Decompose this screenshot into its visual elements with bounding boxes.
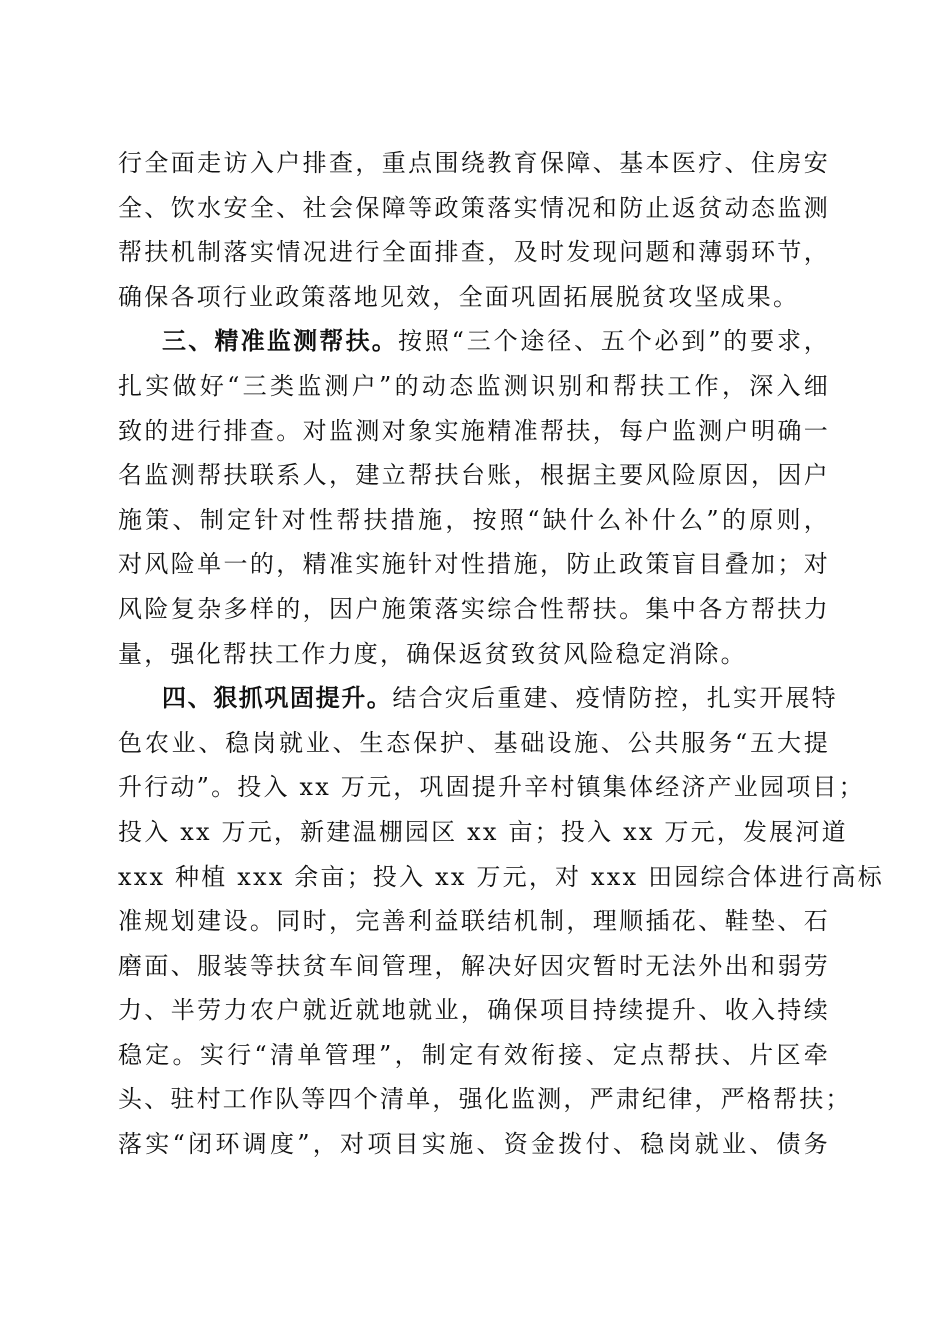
para3-line-3: 升行动”。投入 xx 万元，巩固提升辛村镇集体经济产业园项目； — [118, 773, 865, 802]
para1-line-4: 确保各项行业政策落地见效，全面巩固拓展脱贫攻坚成果。 — [118, 282, 800, 311]
para2-first-line-text: 按照“三个途径、五个必到”的要求， — [398, 327, 830, 356]
para1-line-3: 帮扶机制落实情况进行全面排查，及时发现问题和薄弱环节， — [118, 238, 830, 267]
para3-line-4: 投入 xx 万元，新建温棚园区 xx 亩；投入 xx 万元，发展河道 — [118, 817, 848, 846]
para3-line-11: 落实“闭环调度”，对项目实施、资金拨付、稳岗就业、债务 — [118, 1130, 830, 1159]
para2-line-7: 风险复杂多样的，因户施策落实综合性帮扶。集中各方帮扶力 — [118, 594, 830, 623]
para1-line-1: 行全面走访入户排查，重点围绕教育保障、基本医疗、住房安 — [118, 149, 830, 177]
para1-line-2: 全、饮水安全、社会保障等政策落实情况和防止返贫动态监测 — [118, 193, 830, 222]
para3-line-9: 稳定。实行“清单管理”，制定有效衔接、定点帮扶、片区牵 — [118, 1040, 830, 1069]
para3-line-6: 准规划建设。同时，完善利益联结机制，理顺插花、鞋垫、石 — [118, 907, 830, 936]
para3-line-2: 色农业、稳岗就业、生态保护、基础设施、公共服务“五大提 — [118, 728, 830, 757]
document-body — [118, 141, 884, 1167]
para3-first-line — [118, 676, 838, 721]
para2-first-line — [118, 319, 830, 364]
para2-line-3: 致的进行排查。对监测对象实施精准帮扶，每户监测户明确一 — [118, 416, 830, 445]
para2-heading: 三、精准监测帮扶。 — [162, 327, 399, 356]
para3-heading: 四、狠抓巩固提升。 — [162, 684, 393, 713]
para2-line-2: 扎实做好“三类监测户”的动态监测识别和帮扶工作，深入细 — [118, 371, 830, 400]
para3-line-5: xxx 种植 xxx 余亩；投入 xx 万元，对 xxx 田园综合体进行高标 — [118, 862, 884, 891]
para3-line-8: 力、半劳力农户就近就地就业，确保项目持续提升、收入持续 — [118, 996, 830, 1025]
para2-line-8: 量，强化帮扶工作力度，确保返贫致贫风险稳定消除。 — [118, 639, 747, 668]
para3-line-7: 磨面、服装等扶贫车间管理，解决好因灾暂时无法外出和弱劳 — [118, 951, 830, 980]
para2-line-6: 对风险单一的，精准实施针对性措施，防止政策盲目叠加；对 — [118, 550, 830, 579]
para2-line-4: 名监测帮扶联系人，建立帮扶台账，根据主要风险原因，因户 — [118, 461, 830, 490]
para3-first-line-text: 结合灾后重建、疫情防控，扎实开展特 — [392, 684, 838, 713]
para2-line-5: 施策、制定针对性帮扶措施，按照“缺什么补什么”的原则， — [118, 505, 830, 534]
para3-line-10: 头、驻村工作队等四个清单，强化监测，严肃纪律，严格帮扶； — [118, 1085, 852, 1114]
